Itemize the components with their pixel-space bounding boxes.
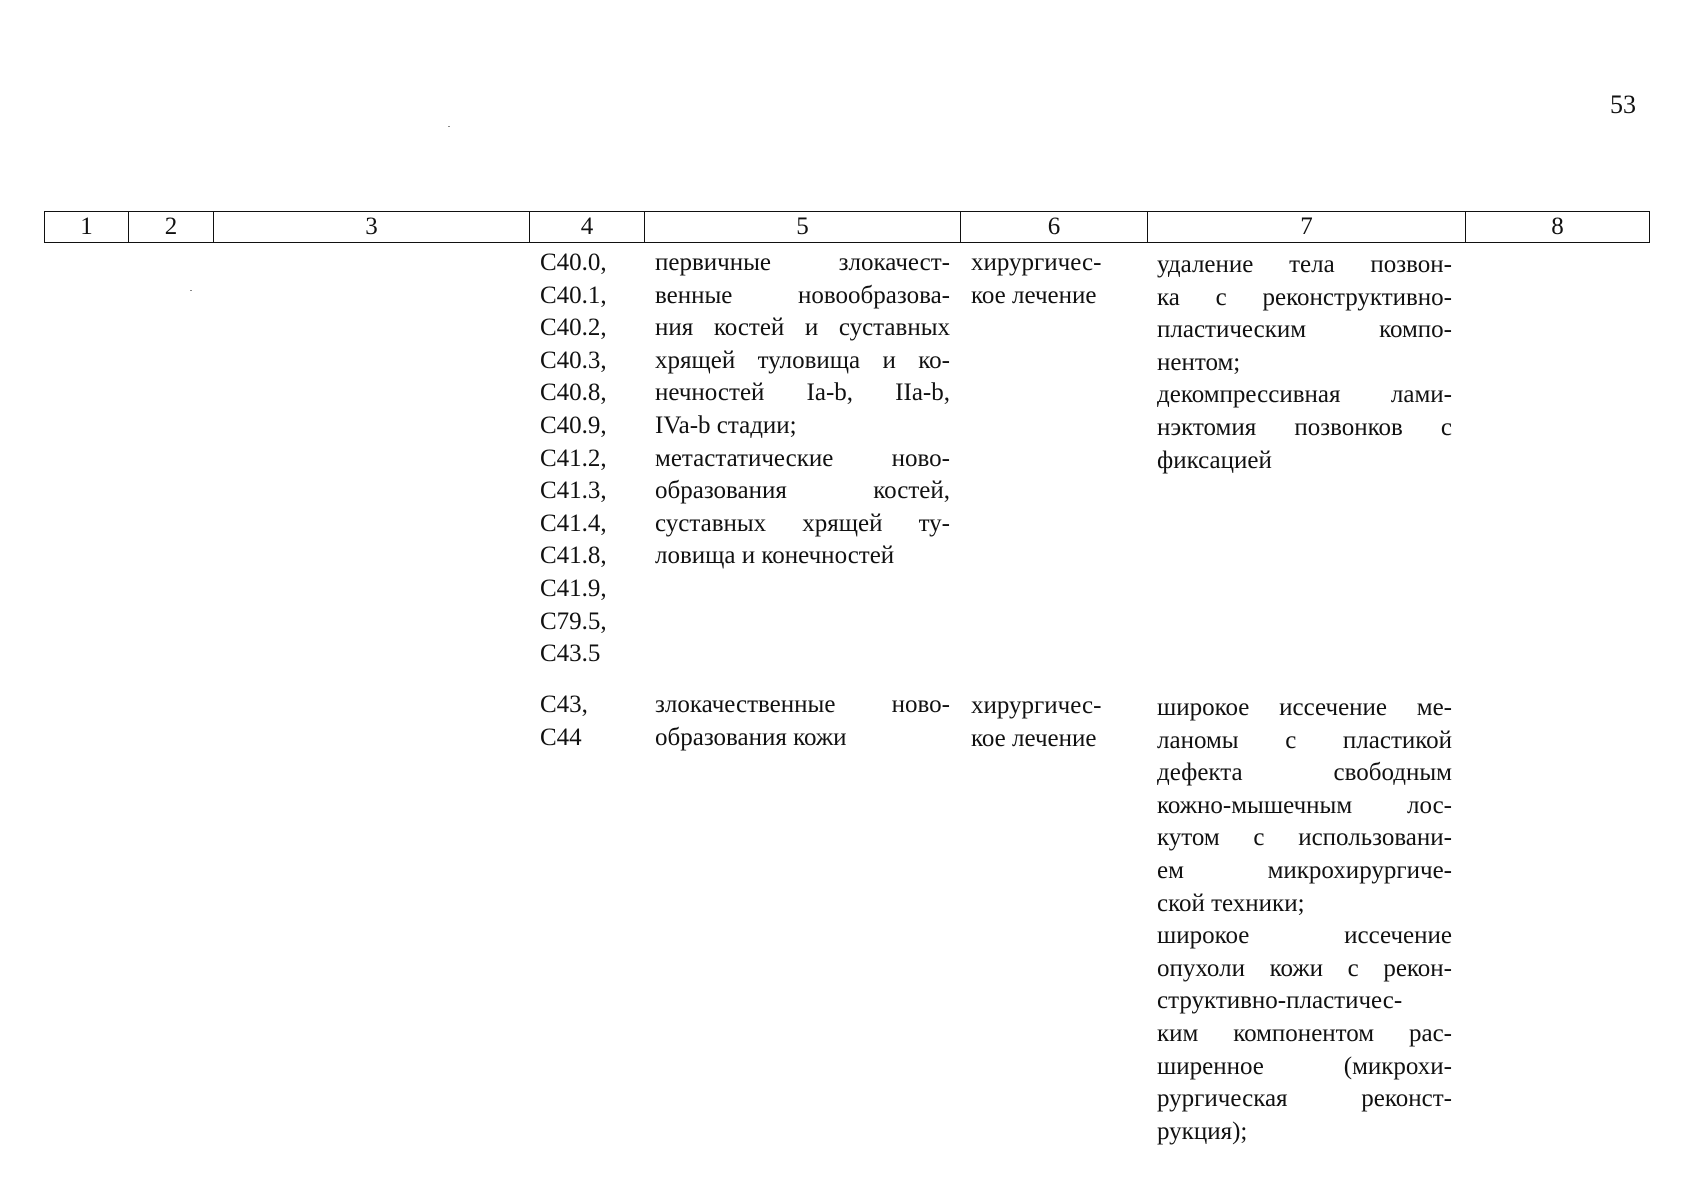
code-line: C41.2,	[540, 444, 607, 472]
row-2-diagnosis	[655, 689, 950, 754]
column-number-2: 2	[129, 212, 214, 243]
method-line: структивно-пластичес-	[1157, 987, 1403, 1015]
method-line: декомпрессивная лами-	[1157, 381, 1452, 409]
method-line: широкое иссечение	[1157, 922, 1452, 950]
scan-speck	[448, 126, 450, 127]
row-2-treatment	[971, 690, 1121, 755]
code-line: C40.8,	[540, 379, 607, 407]
method-line: дефекта свободным	[1157, 759, 1452, 787]
code-line: C40.1,	[540, 281, 607, 309]
column-number-1: 1	[45, 212, 129, 243]
code-line: C40.2,	[540, 314, 607, 342]
treatment-line: хирургичес-	[971, 692, 1102, 719]
code-line: C41.9,	[540, 574, 607, 602]
method-line: ской техники;	[1157, 889, 1305, 917]
code-line: C43.5	[540, 640, 601, 668]
diagnosis-line: первичные злокачест-	[655, 249, 950, 276]
code-line: C41.4,	[540, 509, 607, 537]
column-number-8: 8	[1466, 212, 1650, 243]
treatment-line: кое лечение	[971, 281, 1097, 309]
diagnosis-line: злокачественные ново-	[655, 691, 950, 718]
diagnosis-line: хрящей туловища и ко-	[655, 346, 950, 374]
scan-speck	[190, 290, 192, 291]
method-line: рургическая реконст-	[1157, 1085, 1452, 1113]
diagnosis-line: суставных хрящей ту-	[655, 509, 950, 537]
column-number-3: 3	[214, 212, 530, 243]
diagnosis-line: венные новообразова-	[655, 281, 950, 309]
code-line: C40.3,	[540, 346, 607, 374]
method-line: широкое иссечение ме-	[1157, 694, 1452, 721]
diagnosis-line: ния костей и суставных	[655, 314, 950, 342]
treatment-line: кое лечение	[971, 724, 1097, 752]
method-line: нэктомия позвонков с	[1157, 413, 1452, 441]
method-line: кутом с использовани-	[1157, 824, 1452, 852]
code-line: C41.3,	[540, 477, 607, 505]
method-line: опухоли кожи с рекон-	[1157, 954, 1452, 982]
treatment-line: хирургичес-	[971, 249, 1102, 276]
row-1-method	[1157, 249, 1452, 477]
code-line: C44	[540, 723, 582, 751]
method-line: кожно-мышечным лос-	[1157, 791, 1452, 819]
page-number: 53	[1610, 90, 1636, 119]
method-line: ким компонентом рас-	[1157, 1019, 1452, 1047]
row-2-codes	[540, 689, 630, 754]
code-line: C43,	[540, 691, 588, 718]
method-line: пластическим компо-	[1157, 316, 1452, 344]
diagnosis-line: образования кожи	[655, 723, 847, 751]
code-line: C40.9,	[540, 411, 607, 439]
row-1-treatment	[971, 247, 1121, 312]
method-line: ка с реконструктивно-	[1157, 283, 1452, 311]
row-1-diagnosis	[655, 247, 950, 573]
method-line: удаление тела позвон-	[1157, 251, 1452, 278]
method-line: нентом;	[1157, 348, 1241, 376]
column-number-7: 7	[1148, 212, 1466, 243]
code-line: C41.8,	[540, 542, 607, 570]
method-line: фиксацией	[1157, 446, 1272, 474]
method-line: рукция);	[1157, 1117, 1248, 1145]
method-line: ширенное (микрохи-	[1157, 1052, 1452, 1080]
column-number-4: 4	[530, 212, 645, 243]
code-line: C40.0,	[540, 249, 607, 276]
diagnosis-line: ловища и конечностей	[655, 542, 895, 570]
diagnosis-line: образования костей,	[655, 477, 950, 505]
diagnosis-line: IVa-b стадии;	[655, 411, 797, 439]
method-line: ланомы с пластикой	[1157, 726, 1452, 754]
code-line: C79.5,	[540, 607, 607, 635]
method-line: ем микрохирургиче-	[1157, 856, 1452, 884]
diagnosis-line: метастатические ново-	[655, 444, 950, 472]
column-number-5: 5	[645, 212, 961, 243]
row-1-codes	[540, 247, 630, 671]
column-number-6: 6	[961, 212, 1148, 243]
diagnosis-line: нечностей Ia-b, IIa-b,	[655, 379, 950, 407]
column-number-header	[44, 211, 1650, 243]
row-2-method	[1157, 692, 1452, 1148]
